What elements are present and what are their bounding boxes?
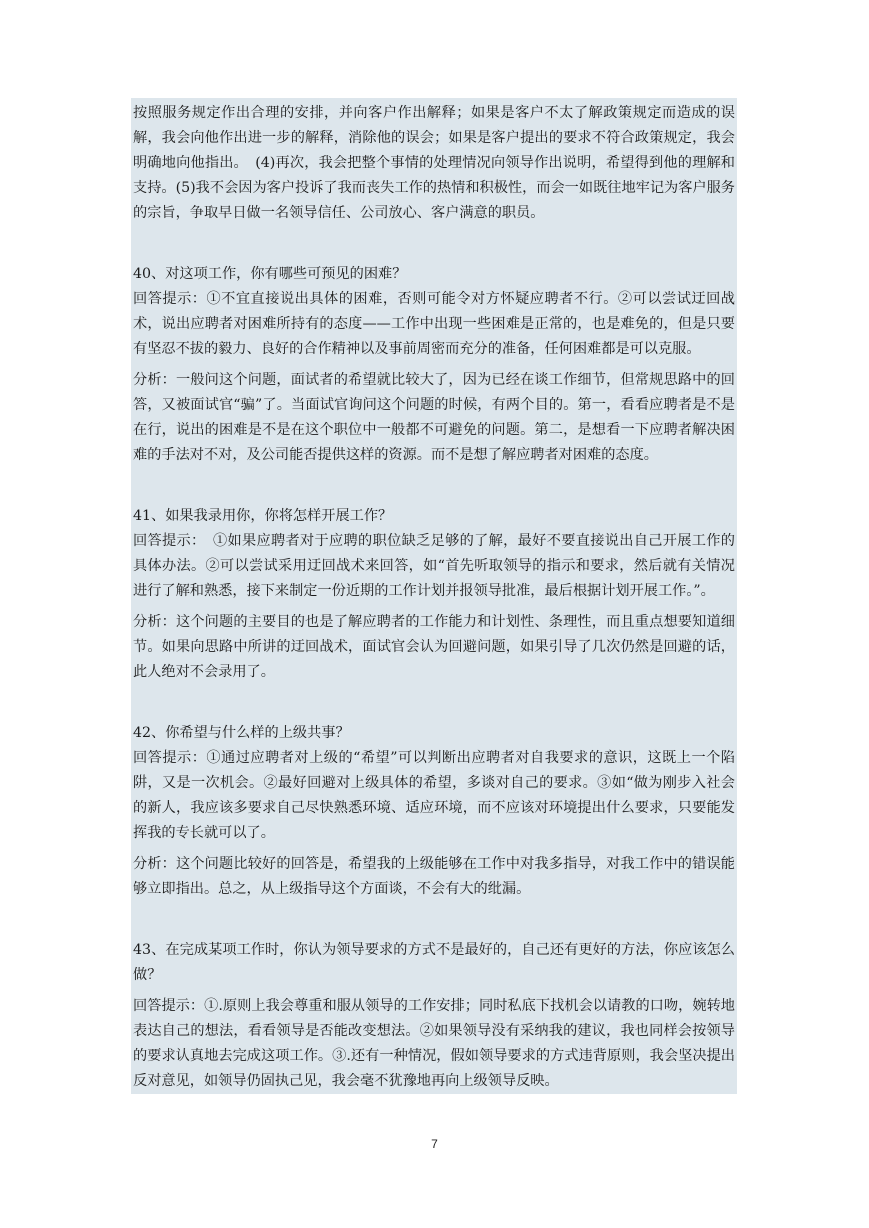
question-42-title: 42、你希望与什么样的上级共事？: [133, 725, 350, 741]
question-41-title: 41、如果我录用你，你将怎样开展工作？: [133, 508, 393, 524]
question-42-analysis: 分析：这个问题比较好的回答是，希望我的上级能够在工作中对我多指导，对我工作中的错误能够立即指出。总之，从上级指导这个方面谈，不会有大的纰漏。: [133, 856, 735, 897]
document-body: [131, 98, 737, 1094]
question-41-analysis: 分析：这个问题的主要目的也是了解应聘者的工作能力和计划性、条理性，而且重点想要知道细节。如果向思路中所讲的迂回战术，面试官会认为回避问题，如果引导了几次仍然是回避的话，此人绝对不会录用了。: [133, 614, 735, 680]
question-43-hint: 回答提示：①.原则上我会尊重和服从领导的工作安排；同时私底下找机会以请教的口吻，婉转地表达自己的想法，看看领导是否能改变想法。②如果领导没有采纳我的建议，我也同样会按领导的要求认真地去完成这项工作。③.还有一种情况，假如领导要求的方式违背原则，我会坚决提出反对意见，如领导仍固执己见，我会毫不犹豫地再向上级领导反映。: [133, 998, 735, 1089]
intro-paragraph: 按照服务规定作出合理的安排，并向客户作出解释；如果是客户不太了解政策规定而造成的误解，我会向他作出进一步的解释，消除他的误会；如果是客户提出的要求不符合政策规定，我会明确地向他指出。 (4)再次，我会把整个事情的处理情况向领导作出说明，希望得到他的理解和支持。(5)我不会因为客户投诉了我而丧失工作的热情和积极性，而会一如既往地牢记为客户服务的宗旨，争取早日做一名领导信任、公司放心、客户满意的职员。: [133, 105, 735, 221]
page-number: 7: [431, 1137, 438, 1151]
question-42-hint: 回答提示：①通过应聘者对上级的“希望”可以判断出应聘者对自我要求的意识，这既上一个陷阱，又是一次机会。②最好回避对上级具体的希望，多谈对自己的要求。③如“做为刚步入社会的新人，我应该多要求自己尽快熟悉环境、适应环境，而不应该对环境提出什么要求，只要能发挥我的专长就可以了。: [133, 750, 735, 841]
question-40-hint: 回答提示：①不宜直接说出具体的困难，否则可能令对方怀疑应聘者不行。②可以尝试迂回战术，说出应聘者对困难所持有的态度——工作中出现一些困难是正常的，也是难免的，但是只要有坚忍不拔的毅力、良好的合作精神以及事前周密而充分的准备，任何困难都是可以克服。: [133, 291, 735, 357]
question-41-hint: 回答提示： ①如果应聘者对于应聘的职位缺乏足够的了解，最好不要直接说出自己开展工作的具体办法。②可以尝试采用迂回战术来回答，如“首先听取领导的指示和要求，然后就有关情况进行了解和熟悉，接下来制定一份近期的工作计划并报领导批准，最后根据计划开展工作。”。: [133, 533, 735, 599]
question-40-title: 40、对这项工作，你有哪些可预见的困难？: [133, 266, 407, 282]
question-40-analysis: 分析：一般问这个问题，面试者的希望就比较大了，因为已经在谈工作细节，但常规思路中的回答，又被面试官“骗”了。当面试官询问这个问题的时候，有两个目的。第一，看看应聘者是不是在行，说出的困难是不是在这个职位中一般都不可避免的问题。第二，是想看一下应聘者解决困难的手法对不对，及公司能否提供这样的资源。而不是想了解应聘者对困难的态度。: [133, 372, 735, 463]
question-43-title: 43、在完成某项工作时，你认为领导要求的方式不是最好的，自己还有更好的方法，你应该怎么做？: [133, 942, 735, 983]
